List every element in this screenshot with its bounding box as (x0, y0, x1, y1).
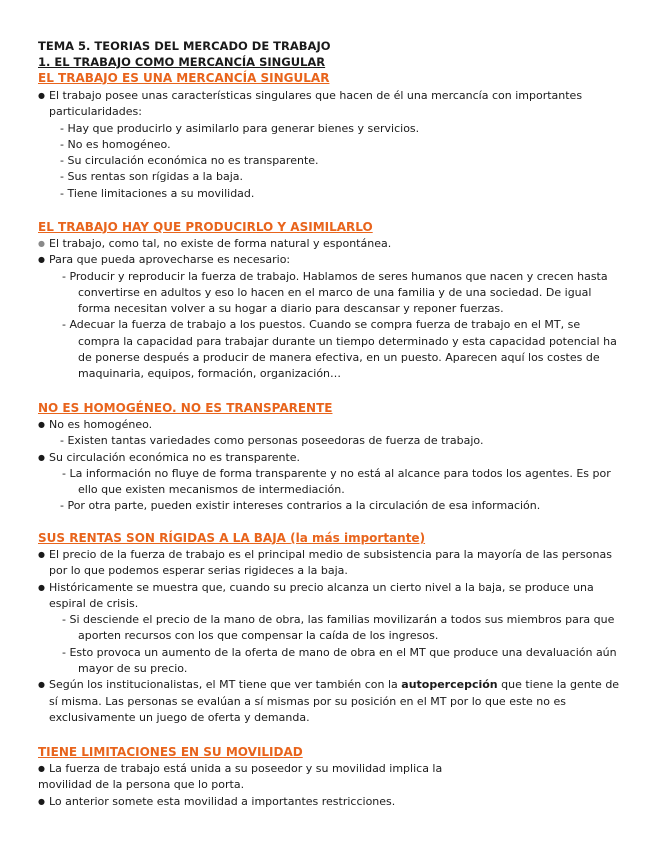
section-homogeneo (38, 400, 623, 515)
bullet-item: ● Para que pueda aprovecharse es necesario: (38, 252, 623, 268)
section-heading-homogeneo: NO ES HOMOGÉNEO. NO ES TRANSPARENTE (38, 401, 333, 415)
document-title: TEMA 5. TEORIAS DEL MERCADO DE TRABAJO (38, 39, 331, 53)
section-movilidad (38, 744, 623, 810)
bullet-item: ● No es homogéneo. (38, 417, 623, 433)
bullet-item: ● Su circulación económica no es transparente. (38, 450, 623, 466)
bullet-item: ● Históricamente se muestra que, cuando su precio alcanza un cierto nivel a la baja, se produce una espiral de crisis. (38, 580, 623, 613)
dash-item: - No es homogéneo. (60, 137, 171, 151)
text-post: que tiene la gente de sí misma. Las personas se evalúan a sí mismas por su posición en el MT por lo que este no es exclusivamente un juego de oferta y demanda. (49, 678, 620, 724)
section-heading-producir: EL TRABAJO HAY QUE PRODUCIRLO Y ASIMILARLO (38, 220, 373, 234)
dash-item: - Sus rentas son rígidas a la baja. (60, 170, 243, 184)
dash-item: - Si desciende el precio de la mano de obra, las familias movilizarán a todos sus miembros para que aporten recursos con los que compensar la caída de los ingresos. (62, 613, 615, 643)
bullet-item: ● El trabajo, como tal, no existe de forma natural y espontánea. (38, 236, 623, 252)
dash-item: - Hay que producirlo y asimilarlo para generar bienes y servicios. (60, 121, 420, 135)
section-heading-rentas-text: SUS RENTAS SON RÍGIDAS A LA BAJA (38, 531, 286, 545)
dash-item: - Adecuar la fuerza de trabajo a los puestos. Cuando se compra fuerza de trabajo en el MT, se compra la capacidad para trabajar durante un tiempo determinado y esta capacidad potencial ha de ponerse después a producir de manera efectiva, en un puesto. Aparecen aquí los costes de maquinaria, equipos, formación, organización… (62, 318, 617, 381)
section-heading-rentas (38, 530, 623, 547)
term-autopercepcion: autopercepción (401, 678, 498, 692)
text-pre: Según los institucionalistas, el MT tiene que ver también con la (49, 678, 402, 692)
section-producir-asimilar (38, 219, 623, 383)
section-heading-mercancia-singular: EL TRABAJO ES UNA MERCANCÍA SINGULAR (38, 71, 330, 85)
dash-item: - Por otra parte, pueden existir intereses contrarios a la circulación de esa información. (60, 499, 541, 513)
bullet-continuation: movilidad de la persona que lo porta. (38, 778, 245, 792)
bullet-item: ● El precio de la fuerza de trabajo es el principal medio de subsistencia para la mayoría de las personas por lo que podemos esperar serias rigideces a la baja. (38, 547, 623, 580)
section-heading-movilidad: TIENE LIMITACIONES EN SU MOVILIDAD (38, 745, 303, 759)
document-subtitle: 1. EL TRABAJO COMO MERCANCÍA SINGULAR (38, 55, 326, 69)
dash-item: - Esto provoca un aumento de la oferta de mano de obra en el MT que produce una devaluación aún mayor de su precio. (62, 645, 617, 676)
section-rentas-rigidas (38, 530, 623, 726)
dash-item: - Producir y reproducir la fuerza de trabajo. Hablamos de seres humanos que nacen y crecen hasta convertirse en adultos y eso lo hacen en el marco de una familia y de una sociedad. De igual forma necesitan volver a su hogar a diario para descansar y reponer fuerzas. (62, 269, 608, 316)
bullet-item: ● La fuerza de trabajo está unida a su poseedor y su movilidad implica la (38, 761, 623, 777)
bullet-intro: ● El trabajo posee unas características singulares que hacen de él una mercancía con importantes particularidades: (38, 88, 623, 121)
section-heading-note: (la más importante) (290, 531, 426, 545)
dash-item: - Existen tantas variedades como personas poseedoras de fuerza de trabajo. (60, 434, 484, 448)
dash-item: - Su circulación económica no es transparente. (60, 154, 319, 168)
bullet-item-autopercepcion (38, 677, 623, 726)
bullet-item: ● Lo anterior somete esta movilidad a importantes restricciones. (38, 794, 623, 810)
dash-item: - La información no fluye de forma transparente y no está al alcance para todos los agentes. Es por ello que existen mecanismos de intermediación. (62, 466, 611, 497)
dash-item: - Tiene limitaciones a su movilidad. (60, 186, 255, 200)
document-header (38, 38, 623, 87)
section-mercancia-singular (38, 88, 623, 202)
